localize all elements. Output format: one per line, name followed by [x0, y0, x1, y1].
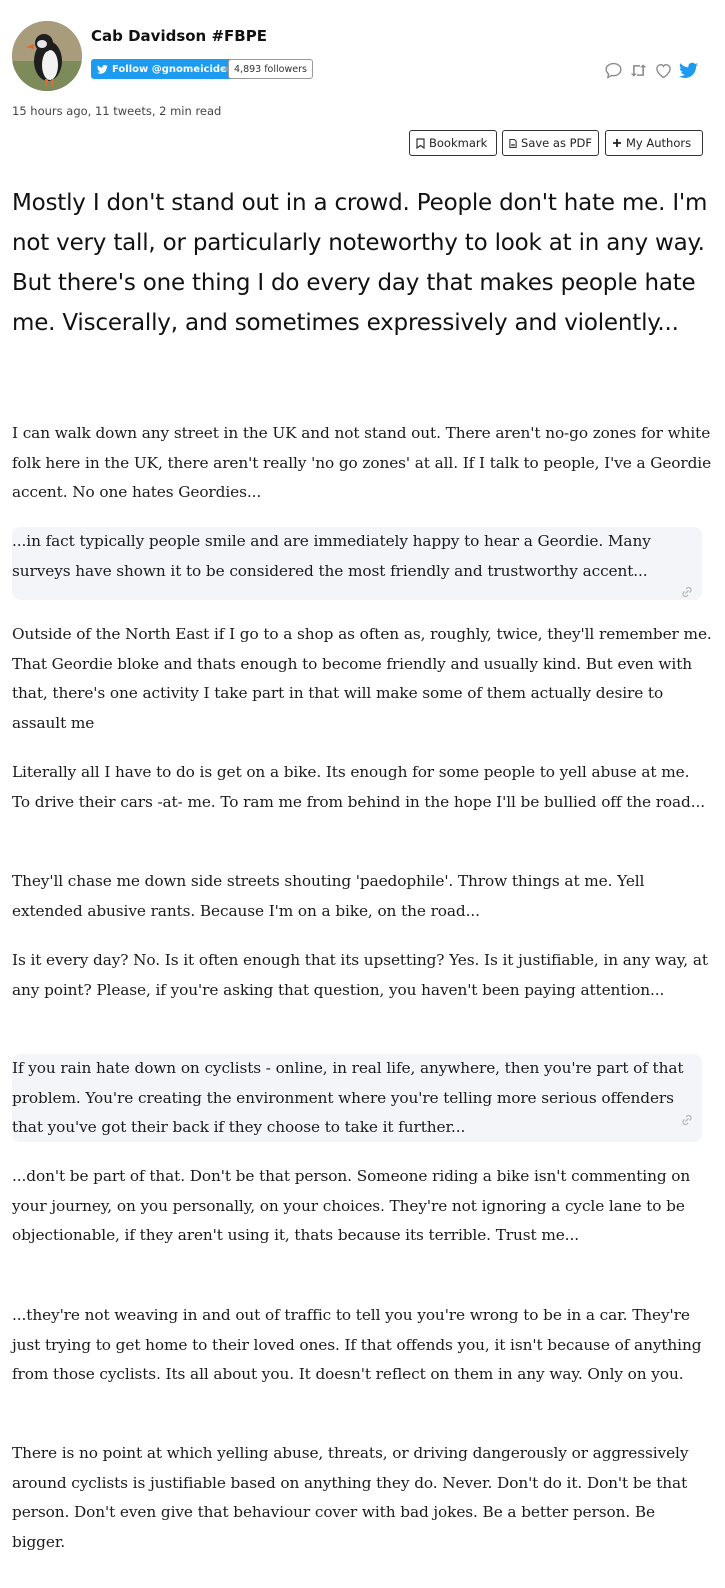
author-avatar[interactable]	[12, 21, 82, 91]
bookmark-button[interactable]	[409, 130, 497, 156]
bookmark-label: Bookmark	[429, 136, 488, 150]
tweet: ...they're not weaving in and out of traffic to tell you you're wrong to be in a car. They're just trying to get home to their loved ones. If that offends you, it isn't because of anything from those cyclists. Its all about you. It doesn't reflect on them in any way. Only on you.	[12, 1306, 702, 1383]
thread-header	[0, 0, 725, 130]
followers-count: 4,893 followers	[228, 59, 313, 79]
tweet-text: ...in fact typically people smile and are immediately happy to hear a Geordie. Many surveys have shown it to be considered the most friendly and trustworthy accent...	[12, 532, 651, 580]
link-icon[interactable]	[680, 1113, 694, 1127]
author-name[interactable]: Cab Davidson #FBPE	[91, 27, 267, 45]
my-authors-button[interactable]	[605, 130, 703, 156]
tweet-actions	[604, 62, 698, 79]
tweet: They'll chase me down side streets shouting 'paedophile'. Throw things at me. Yell extended abusive rants. Because I'm on a bike, on the road...	[12, 872, 645, 920]
comment-icon[interactable]	[604, 62, 623, 79]
thread-meta: 15 hours ago, 11 tweets, 2 min read	[12, 104, 222, 118]
tweet-text: If you rain hate down on cyclists - online, in real life, anywhere, then you're part of that problem. You're creating the environment where you're telling more serious offenders that you've got their back if they choose to take it further...	[12, 1059, 684, 1136]
save-pdf-label: Save as PDF	[521, 136, 592, 150]
retweet-icon[interactable]	[629, 62, 648, 79]
bookmark-icon	[416, 138, 425, 149]
tweet: ...don't be part of that. Don't be that person. Someone riding a bike isn't commenting on your journey, on you personally, on your choices. They're not ignoring a cycle lane to be objectionable, if they aren't using it, thats because its terrible. Trust me...	[12, 1167, 691, 1244]
plus-icon	[612, 138, 622, 148]
twitter-bird-icon[interactable]	[679, 62, 698, 79]
tweet: Is it every day? No. Is it often enough that its upsetting? Yes. Is it justifiable, in any way, at any point? Please, if you're asking that question, you haven't been paying attention...	[12, 951, 708, 999]
tweet: Outside of the North East if I go to a shop as often as, roughly, twice, they'll remember me. That Geordie bloke and thats enough to become friendly and usually kind. But even with that, there's one activity I take part in that will make some of them actually desire to assault me	[12, 625, 712, 732]
save-pdf-button[interactable]	[502, 130, 599, 156]
twitter-bird-icon	[97, 65, 108, 74]
follow-label: Follow @gnomeicide	[112, 63, 227, 75]
tweet: I can walk down any street in the UK and not stand out. There aren't no-go zones for white folk here in the UK, there aren't really 'no go zones' at all. If I talk to people, I've a Geordie accent. No one hates Geordies...	[12, 424, 712, 501]
tweet: Literally all I have to do is get on a bike. Its enough for some people to yell abuse at me. To drive their cars -at- me. To ram me from behind in the hope I'll be bullied off the road...	[12, 763, 706, 811]
follow-button[interactable]	[91, 59, 234, 79]
my-authors-label: My Authors	[626, 136, 692, 150]
tweet-highlighted	[12, 527, 702, 600]
tweet: There is no point at which yelling abuse, threats, or driving dangerously or aggressively around cyclists is justifiable based on anything they do. Never. Don't do it. Don't be that person. Don't even give that behaviour cover with bad jokes. Be a better person. Be bigger.	[12, 1444, 689, 1551]
pdf-icon	[509, 138, 517, 149]
link-icon[interactable]	[680, 585, 694, 599]
heart-icon[interactable]	[654, 62, 673, 79]
thread-lead-tweet: Mostly I don't stand out in a crowd. People don't hate me. I'm not very tall, or particularly noteworthy to look at in any way. But there's one thing I do every day that makes people hate me. Viscerally, and sometimes expressively and violently...	[12, 190, 708, 336]
tweet-highlighted	[12, 1054, 702, 1142]
